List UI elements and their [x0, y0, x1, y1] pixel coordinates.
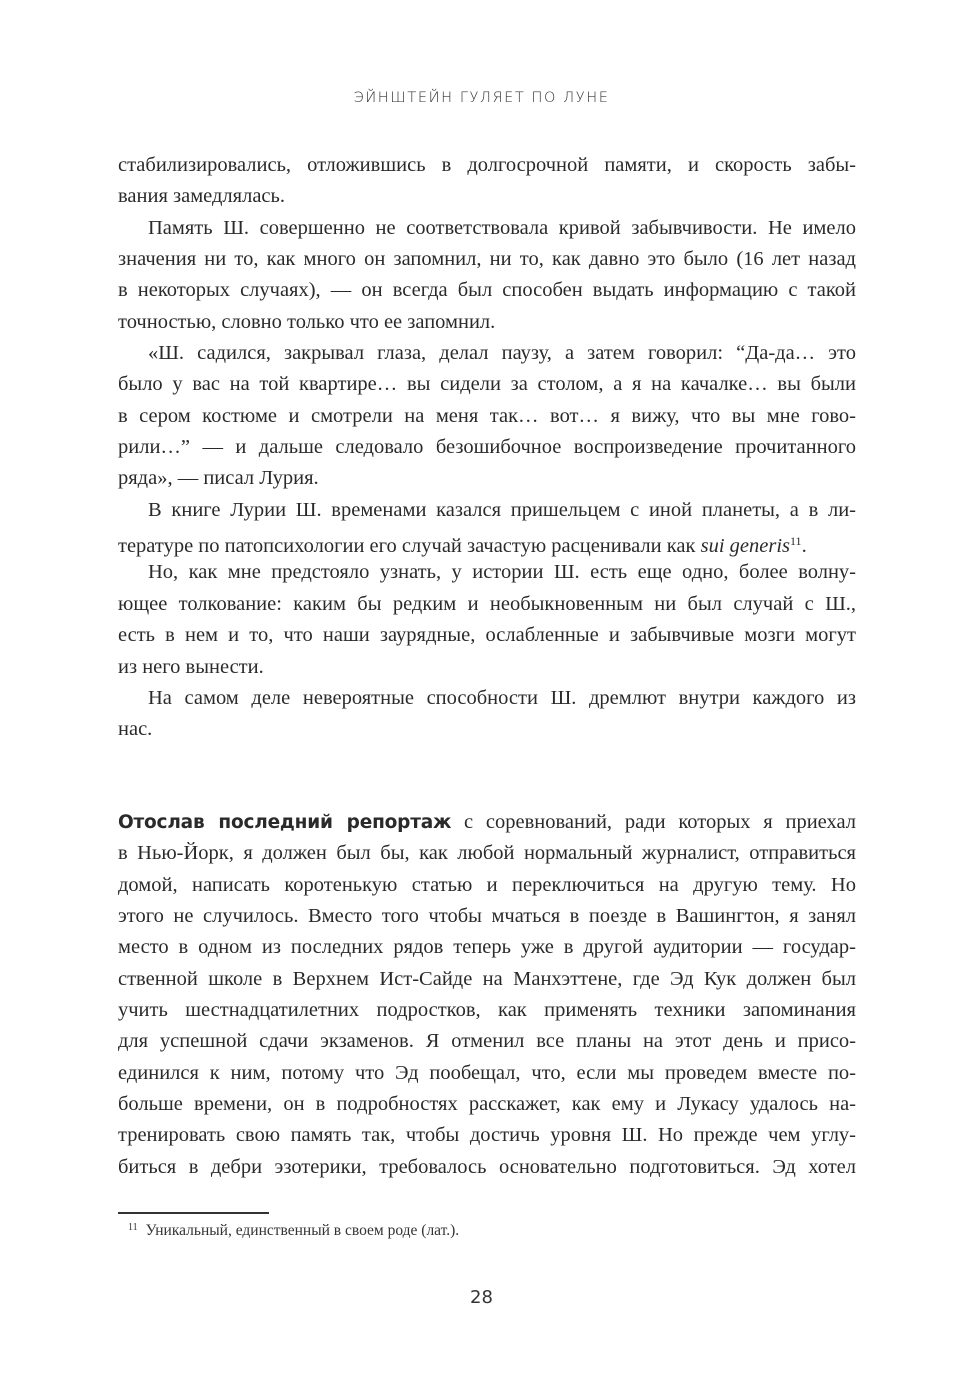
- footnote: [128, 1222, 459, 1240]
- text-segment: На самом деле невероятные способности Ш. дремлют внутри каждого из: [148, 686, 856, 709]
- text-segment: биться в дебри эзотерики, требовалось основательно подготовиться. Эд хотел: [118, 1155, 856, 1178]
- text-segment: в Нью-Йорк, я должен был бы, как любой нормальный журналист, отправиться: [118, 842, 856, 865]
- text-line: [118, 275, 856, 306]
- italic-text: sui generis: [700, 535, 790, 558]
- running-header: ЭЙНШТЕЙН ГУЛЯЕТ ПО ЛУНЕ: [353, 90, 610, 106]
- text-segment: единился к ним, потому что Эд пообещал, что, если мы проведем вместе по-: [118, 1061, 856, 1084]
- text-line: [118, 1089, 856, 1120]
- text-line: [118, 870, 856, 901]
- body-text-section-2: [118, 807, 856, 1183]
- text-segment: тературе по патопсихологии его случай зачастую расценивали как: [118, 535, 701, 558]
- text-segment: в некоторых случаях), — он всегда был способен выдать информацию с такой: [118, 279, 856, 302]
- text-segment: домой, написать коротенькую статью и переключиться на другую тему. Но: [118, 873, 856, 896]
- footnote-divider: [118, 1212, 269, 1214]
- text-segment: было у вас на той квартире… вы сидели за столом, а я на качалке… вы были: [118, 373, 856, 396]
- text-segment: ственной школе в Верхнем Ист-Сайде на Манхэттене, где Эд Кук должен был: [118, 967, 856, 990]
- text-line: [118, 964, 856, 995]
- text-line: [118, 901, 856, 932]
- footnote-ref: 11: [790, 534, 802, 549]
- body-text-section-1: [118, 150, 856, 746]
- text-line: [118, 807, 856, 838]
- text-line: [118, 620, 856, 651]
- text-line: [118, 181, 856, 212]
- text-line: [118, 652, 856, 683]
- text-segment: «Ш. садился, закрывал глаза, делал паузу, а затем говорил: “Да-да… это: [148, 342, 856, 365]
- lead-in-text: Отослав последний репортаж: [118, 812, 452, 833]
- text-line: [118, 683, 856, 714]
- text-line: [118, 932, 856, 963]
- text-segment: для успешной сдачи экзаменов. Я отменил все планы на этот день и присо-: [118, 1030, 856, 1053]
- text-segment: тренировать свою память так, чтобы достичь уровня Ш. Но прежде чем углу-: [118, 1124, 856, 1147]
- text-line: [118, 1026, 856, 1057]
- text-segment: ющее толкование: каким бы редким и необыкновенным ни был случай с Ш.,: [118, 592, 856, 615]
- text-segment: вания замедлялась.: [118, 185, 285, 208]
- text-line: [118, 589, 856, 620]
- page-number: 28: [470, 1287, 493, 1308]
- text-segment: .: [801, 535, 807, 558]
- text-segment: точностью, словно только что ее запомнил.: [118, 310, 496, 333]
- text-segment: с соревнований, ради которых я приехал: [451, 811, 856, 833]
- text-segment: Память Ш. совершенно не соответствовала кривой забывчивости. Не имело: [148, 216, 856, 239]
- text-segment: этого не случилось. Вместо того чтобы мчаться в поезде в Вашингтон, я занял: [118, 905, 856, 928]
- text-line: [118, 401, 856, 432]
- text-line: [118, 838, 856, 869]
- footnote-text: Уникальный, единственный в своем роде (лат.).: [145, 1222, 460, 1239]
- text-line: [118, 495, 856, 526]
- text-segment: значения ни то, как много он запомнил, ни то, как давно это было (16 лет назад: [118, 248, 856, 271]
- text-line: [118, 714, 856, 745]
- text-segment: из него вынести.: [118, 655, 264, 678]
- text-line: [118, 244, 856, 275]
- text-line: [118, 1120, 856, 1151]
- text-segment: учить шестнадцатилетних подростков, как применять техники запоминания: [118, 999, 856, 1022]
- text-line: [118, 463, 856, 494]
- text-segment: стабилизировались, отложившись в долгосрочной памяти, и скорость забы-: [118, 154, 856, 176]
- text-line: [118, 338, 856, 369]
- text-segment: Но, как мне предстояло узнать, у истории Ш. есть еще одно, более волну-: [148, 561, 856, 584]
- text-line: [118, 369, 856, 400]
- text-line: [118, 1152, 856, 1183]
- text-segment: рили…” — и дальше следовало безошибочное воспроизведение прочитанного: [118, 436, 856, 459]
- text-line: [118, 995, 856, 1026]
- text-line: [118, 557, 856, 588]
- text-line: [118, 150, 856, 181]
- text-segment: нас.: [118, 718, 153, 741]
- text-line: [118, 526, 856, 557]
- text-segment: в сером костюме и смотрели на меня так… вот… я вижу, что вы мне гово-: [118, 404, 856, 427]
- text-segment: ряда», — писал Лурия.: [118, 467, 319, 490]
- text-line: [118, 1058, 856, 1089]
- text-line: [118, 307, 856, 338]
- footnote-number: 11: [128, 1222, 138, 1233]
- text-line: [118, 213, 856, 244]
- text-line: [118, 432, 856, 463]
- text-segment: место в одном из последних рядов теперь уже в другой аудитории — государ-: [118, 936, 856, 959]
- text-segment: больше времени, он в подробностях расскажет, как ему и Лукасу удалось на-: [118, 1093, 856, 1116]
- text-segment: есть в нем и то, что наши заурядные, ослабленные и забывчивые мозги могут: [118, 624, 856, 647]
- text-segment: В книге Лурии Ш. временами казался пришельцем с иной планеты, а в ли-: [148, 498, 856, 521]
